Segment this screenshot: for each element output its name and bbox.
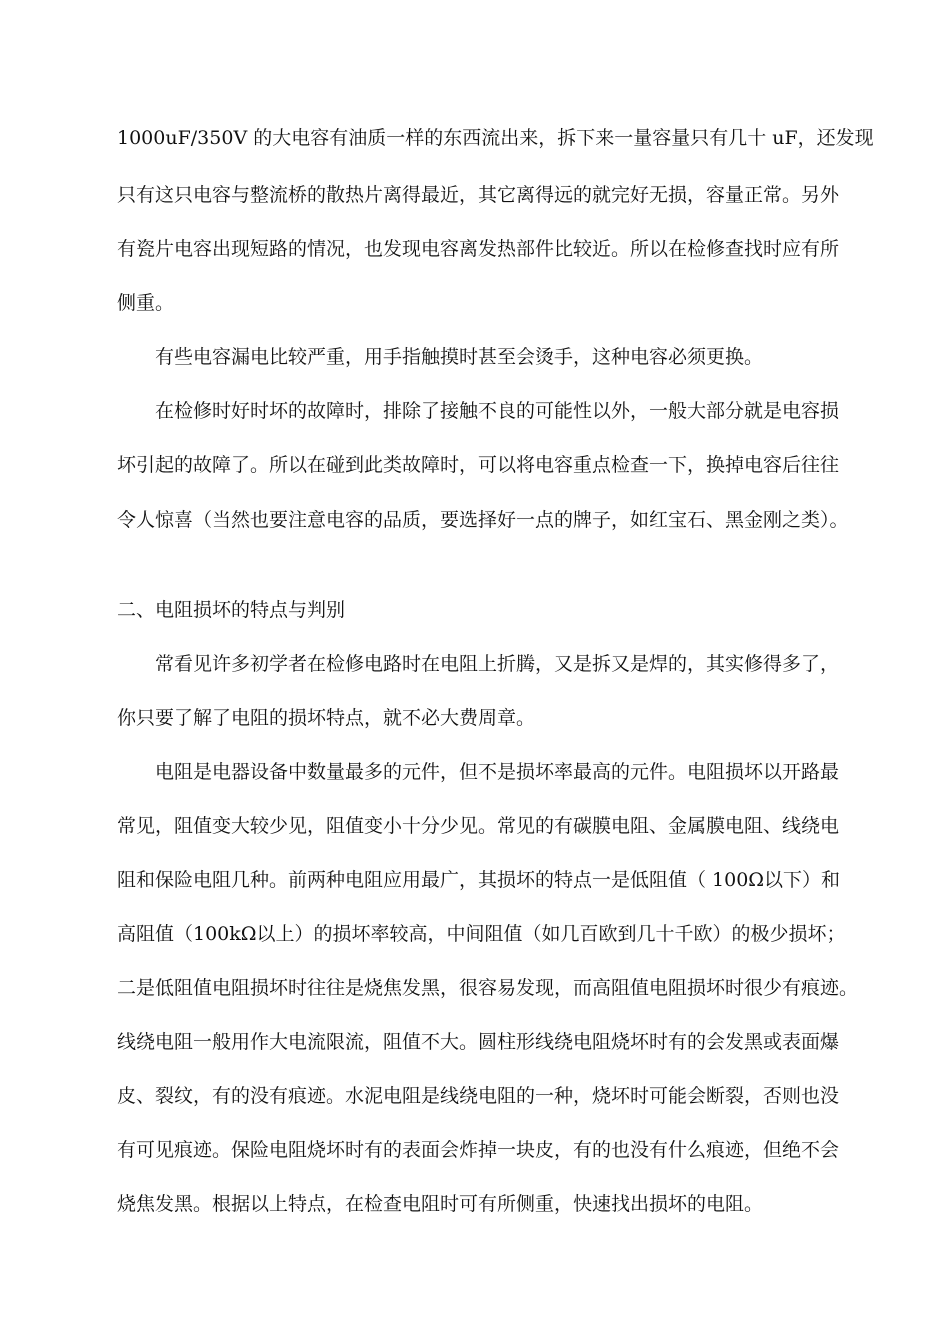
text-line-20: 烧焦发黑。根据以上特点，在检查电阻时可有所侧重，快速找出损坏的电阻。 [117, 1193, 764, 1215]
text-line-16: 二是低阻值电阻损坏时往往是烧焦发黑，很容易发现，而高阻值电阻损坏时很少有痕迹。 [117, 977, 859, 999]
text-line-10: 常看见许多初学者在检修电路时在电阻上折腾，又是拆又是焊的，其实修得多了， [155, 653, 840, 675]
text-line-11: 你只要了解了电阻的损坏特点，就不必大费周章。 [117, 707, 536, 729]
text-line-2: 只有这只电容与整流桥的散热片离得最近，其它离得远的就完好无损，容量正常。另外 [117, 184, 840, 206]
text-line-6: 在检修时好时坏的故障时，排除了接触不良的可能性以外，一般大部分就是电容损 [155, 400, 840, 422]
text-line-7: 坏引起的故障了。所以在碰到此类故障时，可以将电容重点检查一下，换掉电容后往往 [117, 454, 840, 476]
text-line-18: 皮、裂纹，有的没有痕迹。水泥电阻是线绕电阻的一种，烧坏时可能会断裂，否则也没 [117, 1085, 840, 1107]
section-heading: 二、电阻损坏的特点与判别 [117, 599, 346, 621]
text-line-12: 电阻是电器设备中数量最多的元件，但不是损坏率最高的元件。电阻损坏以开路最 [155, 761, 840, 783]
text-line-17: 线绕电阻一般用作大电流限流，阻值不大。圆柱形线绕电阻烧坏时有的会发黑或表面爆 [117, 1031, 840, 1053]
text-line-13: 常见，阻值变大较少见，阻值变小十分少见。常见的有碳膜电阻、金属膜电阻、线绕电 [117, 815, 840, 837]
text-line-3: 有瓷片电容出现短路的情况，也发现电容离发热部件比较近。所以在检修查找时应有所 [117, 238, 840, 260]
text-line-4: 侧重。 [117, 292, 175, 314]
text-line-1: 1000uF/350V 的大电容有油质一样的东西流出来，拆下来一量容量只有几十 uF，还发现 [117, 127, 874, 149]
text-line-5: 有些电容漏电比较严重，用手指触摸时甚至会烫手，这种电容必须更换。 [155, 346, 764, 368]
text-line-8: 令人惊喜（当然也要注意电容的品质，要选择好一点的牌子，如红宝石、黑金刚之类）。 [117, 509, 849, 531]
text-line-14: 阻和保险电阻几种。前两种电阻应用最广，其损坏的特点一是低阻值（ 100Ω以下）和 [117, 869, 841, 891]
text-line-19: 有可见痕迹。保险电阻烧坏时有的表面会炸掉一块皮，有的也没有什么痕迹，但绝不会 [117, 1139, 840, 1161]
text-line-15: 高阻值（100kΩ以上）的损坏率较高，中间阻值（如几百欧到几十千欧）的极少损坏； [117, 923, 846, 945]
